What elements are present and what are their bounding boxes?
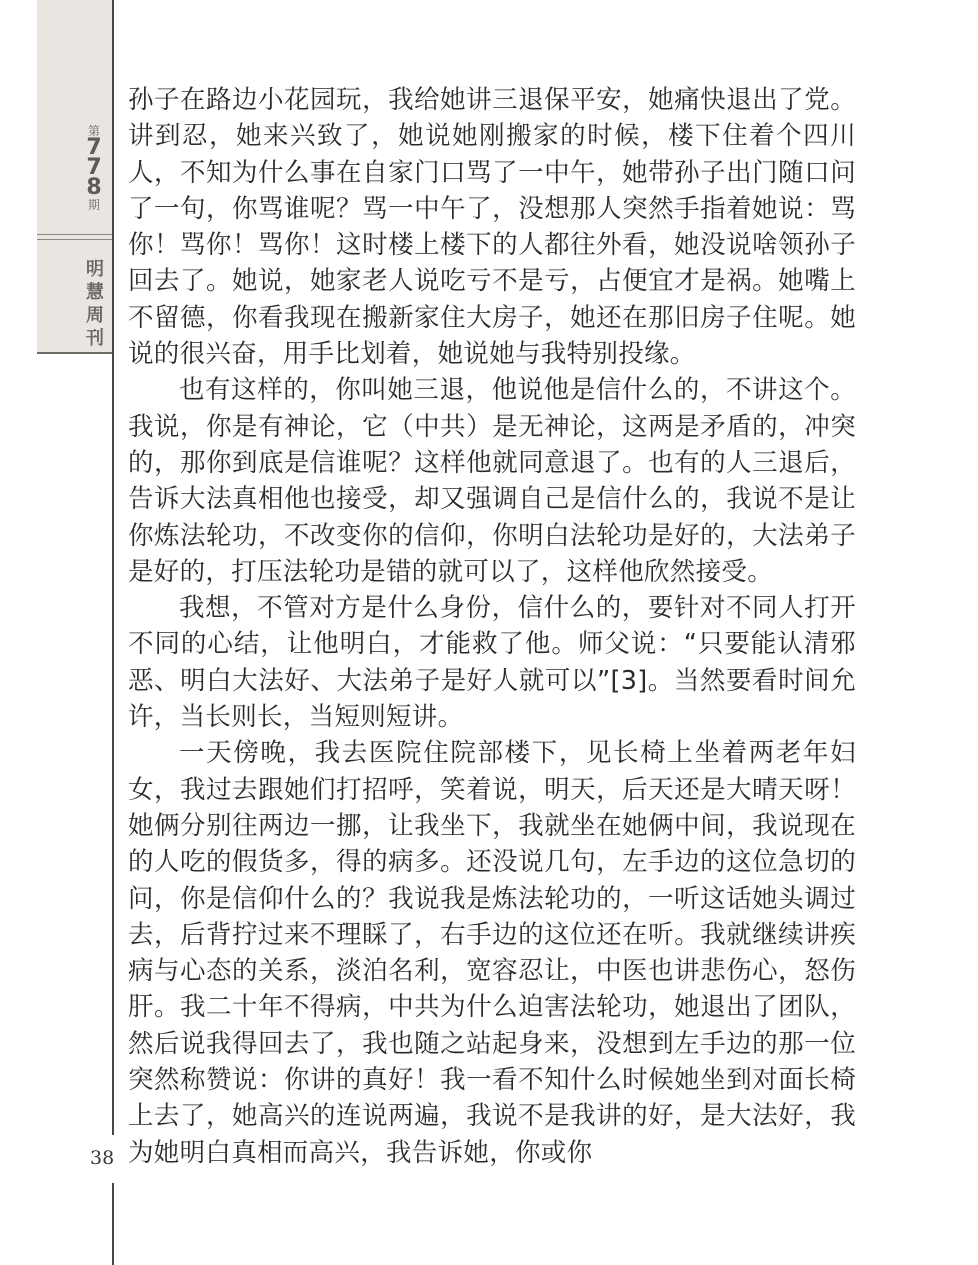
paragraph: 一天傍晚，我去医院住院部楼下，见长椅上坐着两老年妇女，我过去跟她们打招呼，笑着说，明天，后天还是大晴天呀！她俩分别往两边一挪，让我坐下，我就坐在她俩中间，我说现在的人吃的假货多，得的病多。还没说几句，左手边的这位急切的问，你是信仰什么的？我说我是炼法轮功的，一听这话她头调过去，后背拧过来不理睬了，右手边的这位还在听。我就继续讲疾病与心态的关系，淡泊名利，宽容忍让，中医也讲悲伤心，怒伤肝。我二十年不得病，中共为什么迫害法轮功，她退出了团队，然后说我得回去了，我也随之站起身来，没想到左手边的那一位突然称赞说：你讲的真好！我一看不知什么时候她坐到对面长椅上去了，她高兴的连说两遍，我说不是我讲的好，是大法好，我为她明白真相而高兴，我告诉她，你或你 [128, 738, 856, 1168]
issue-divider [37, 234, 112, 240]
issue-number-block [76, 124, 112, 212]
side-tab-bottom-rule [37, 352, 112, 354]
magazine-name-char: 刊 [86, 328, 104, 349]
article-body [128, 82, 856, 1171]
issue-digit: 7 [86, 155, 102, 180]
paragraph: 我想，不管对方是什么身份，信什么的，要针对不同人打开不同的心结，让他明白，才能救了他。师父说：“只要能认清邪恶、明白大法好、大法弟子是好人就可以”[3]。当然要看时间允许，当长则长，当短则短讲。 [128, 593, 856, 733]
page-number: 38 [90, 1147, 115, 1169]
issue-suffix: 期 [87, 198, 100, 212]
issue-digit: 7 [86, 135, 102, 160]
magazine-name [78, 258, 112, 350]
paragraph: 也有这样的，你叫她三退，他说他是信什么的，不讲这个。我说，你是有神论，它（中共）是无神论，这两是矛盾的，冲突的，那你到底是信谁呢？这样他就同意退了。也有的人三退后，告诉大法真相他也接受，却又强调自己是信什么的，我说不是让你炼法轮功，不改变你的信仰，你明白法轮功是好的，大法弟子是好的，打压法轮功是错的就可以了，这样他欣然接受。 [128, 375, 856, 587]
vertical-rule-top [112, 0, 114, 1135]
paragraph: 孙子在路边小花园玩，我给她讲三退保平安，她痛快退出了党。讲到忍，她来兴致了，她说她刚搬家的时候，楼下住着个四川人，不知为什么事在自家门口骂了一中午，她带孙子出门随口问了一句，你骂谁呢？骂一中午了，没想那人突然手指着她说：骂你！骂你！骂你！这时楼上楼下的人都往外看，她没说啥领孙子回去了。她说，她家老人说吃亏不是亏，占便宜才是祸。她嘴上不留德，你看我现在搬新家住大房子，她还在那旧房子住呢。她说的很兴奋，用手比划着，她说她与我特别投缘。 [128, 85, 856, 370]
vertical-rule-bottom [112, 1183, 114, 1265]
magazine-name-char: 慧 [86, 282, 104, 303]
magazine-name-char: 周 [86, 305, 104, 326]
magazine-name-char: 明 [86, 259, 104, 280]
issue-digit: 8 [86, 175, 102, 200]
issue-prefix: 第 [87, 124, 100, 138]
